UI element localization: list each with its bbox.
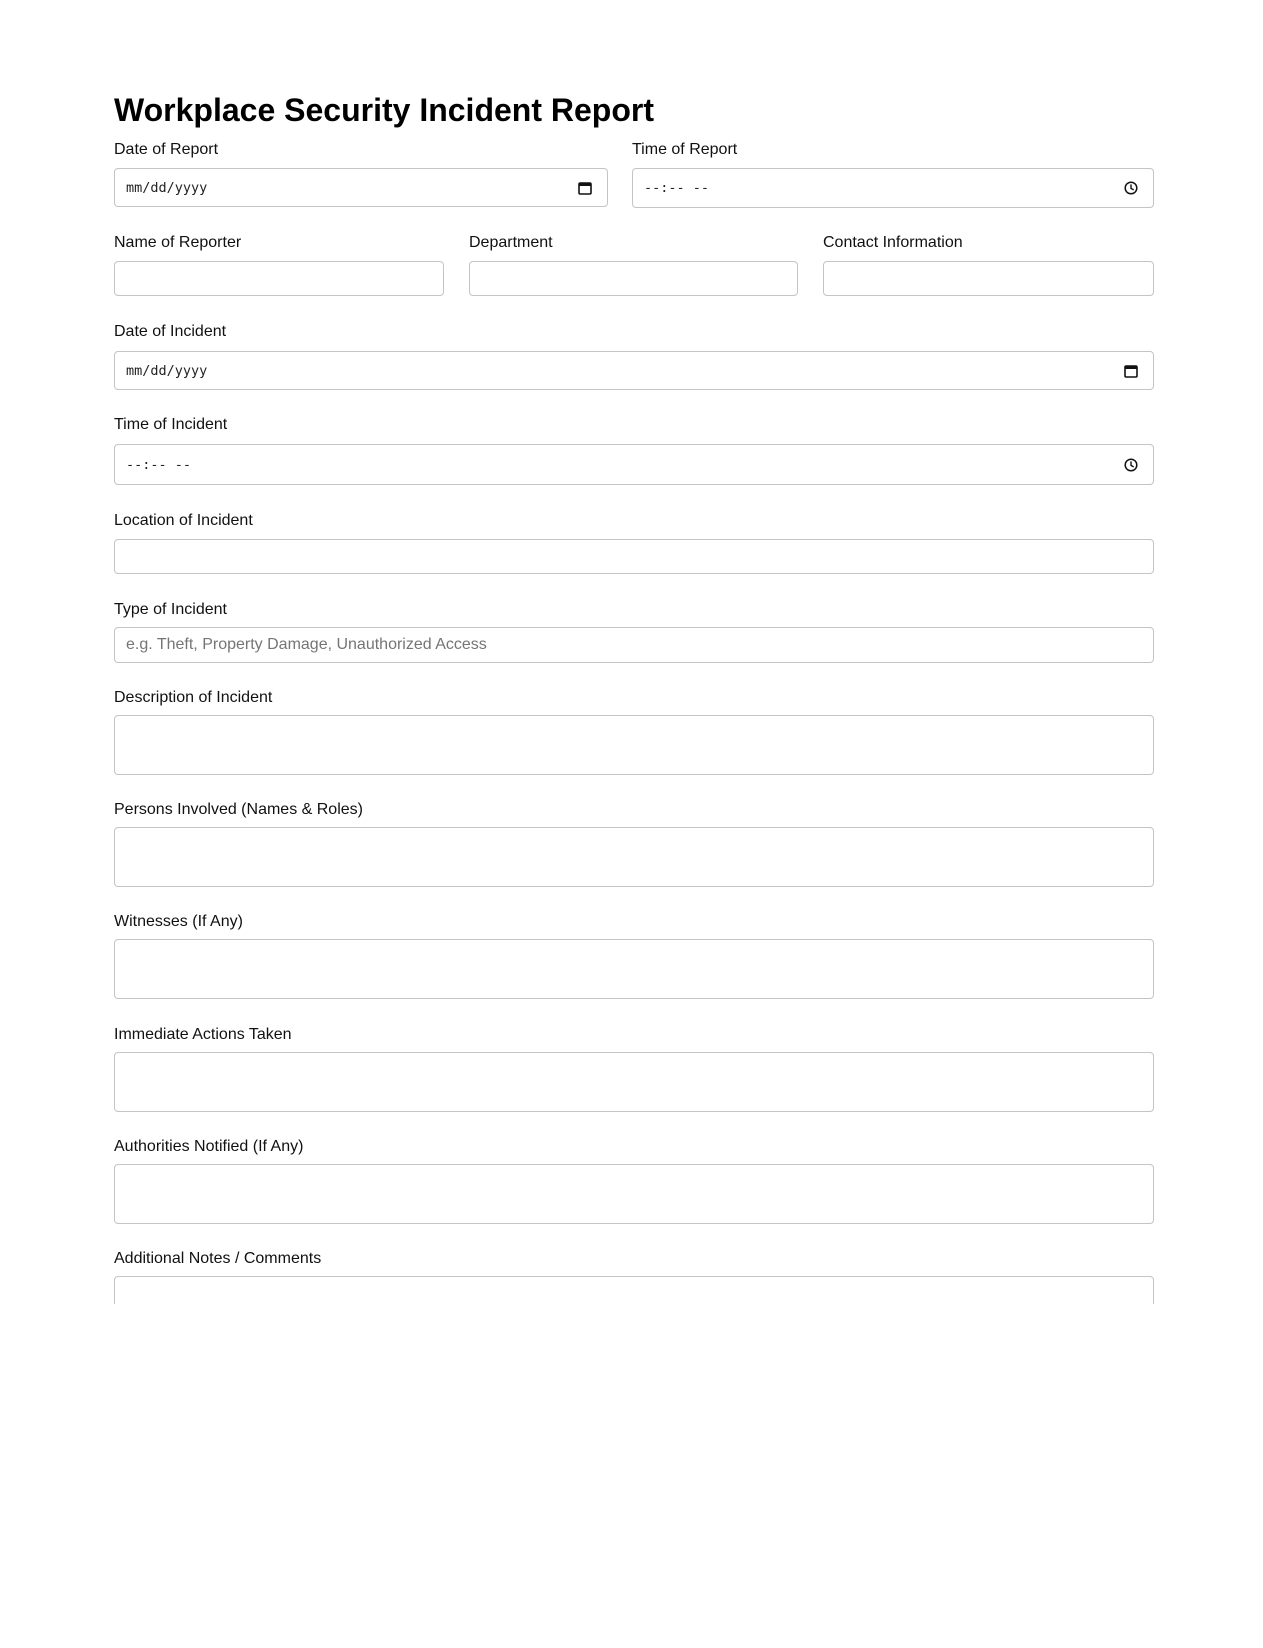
location-of-incident-label: Location of Incident: [114, 512, 253, 529]
witnesses-field: [114, 912, 1154, 999]
location-of-incident-input[interactable]: [114, 539, 1154, 574]
time-of-report-label: Time of Report: [632, 141, 738, 158]
name-of-reporter-label: Name of Reporter: [114, 234, 242, 251]
description-of-incident-label: Description of Incident: [114, 689, 273, 706]
authorities-notified-label: Authorities Notified (If Any): [114, 1138, 304, 1155]
contact-information-input[interactable]: [823, 261, 1154, 296]
date-of-report-field: [114, 140, 608, 207]
persons-involved-label: Persons Involved (Names & Roles): [114, 801, 363, 818]
name-of-reporter-input[interactable]: [114, 261, 444, 296]
department-label: Department: [469, 234, 553, 251]
date-of-report-label: Date of Report: [114, 141, 219, 158]
immediate-actions-field: [114, 1025, 1154, 1112]
calendar-icon[interactable]: [577, 180, 593, 196]
time-of-report-input[interactable]: [632, 168, 1154, 208]
persons-involved-field: [114, 800, 1154, 887]
immediate-actions-textarea[interactable]: [114, 1052, 1154, 1112]
type-of-incident-label: Type of Incident: [114, 601, 227, 618]
additional-notes-field: [114, 1249, 1154, 1304]
name-of-reporter-field: [114, 233, 444, 296]
witnesses-label: Witnesses (If Any): [114, 913, 243, 930]
contact-information-field: [823, 233, 1154, 296]
time-of-incident-label: Time of Incident: [114, 416, 228, 433]
description-of-incident-field: [114, 688, 1154, 775]
department-input[interactable]: [469, 261, 798, 296]
authorities-notified-field: [114, 1137, 1154, 1224]
witnesses-textarea[interactable]: [114, 939, 1154, 999]
location-of-incident-field: [114, 511, 1154, 574]
date-of-report-format-hint: mm/dd/yyyy: [126, 179, 208, 196]
page-title: Workplace Security Incident Report: [114, 92, 654, 128]
type-of-incident-placeholder: e.g. Theft, Property Damage, Unauthorized Access: [126, 636, 487, 653]
date-of-report-input[interactable]: [114, 168, 608, 207]
date-of-incident-label: Date of Incident: [114, 323, 227, 340]
date-of-incident-format-hint: mm/dd/yyyy: [126, 362, 208, 379]
time-of-report-field: [632, 140, 1154, 208]
clock-icon[interactable]: [1123, 180, 1139, 196]
clock-icon[interactable]: [1123, 457, 1139, 473]
time-of-incident-field: [114, 415, 1154, 485]
type-of-incident-field: [114, 600, 1154, 663]
persons-involved-textarea[interactable]: [114, 827, 1154, 887]
time-of-incident-input[interactable]: [114, 444, 1154, 485]
date-of-incident-input[interactable]: [114, 351, 1154, 390]
contact-information-label: Contact Information: [823, 234, 963, 251]
time-of-incident-format-hint: --:-- --: [126, 456, 192, 473]
time-of-report-format-hint: --:-- --: [644, 180, 710, 196]
authorities-notified-textarea[interactable]: [114, 1164, 1154, 1224]
department-field: [469, 233, 798, 296]
date-of-incident-field: [114, 322, 1154, 390]
additional-notes-label: Additional Notes / Comments: [114, 1250, 322, 1267]
type-of-incident-input[interactable]: [114, 627, 1154, 663]
additional-notes-textarea[interactable]: [114, 1276, 1154, 1304]
description-of-incident-textarea[interactable]: [114, 715, 1154, 775]
calendar-icon[interactable]: [1123, 363, 1139, 379]
incident-report-form: [114, 0, 1154, 1304]
immediate-actions-label: Immediate Actions Taken: [114, 1026, 292, 1043]
